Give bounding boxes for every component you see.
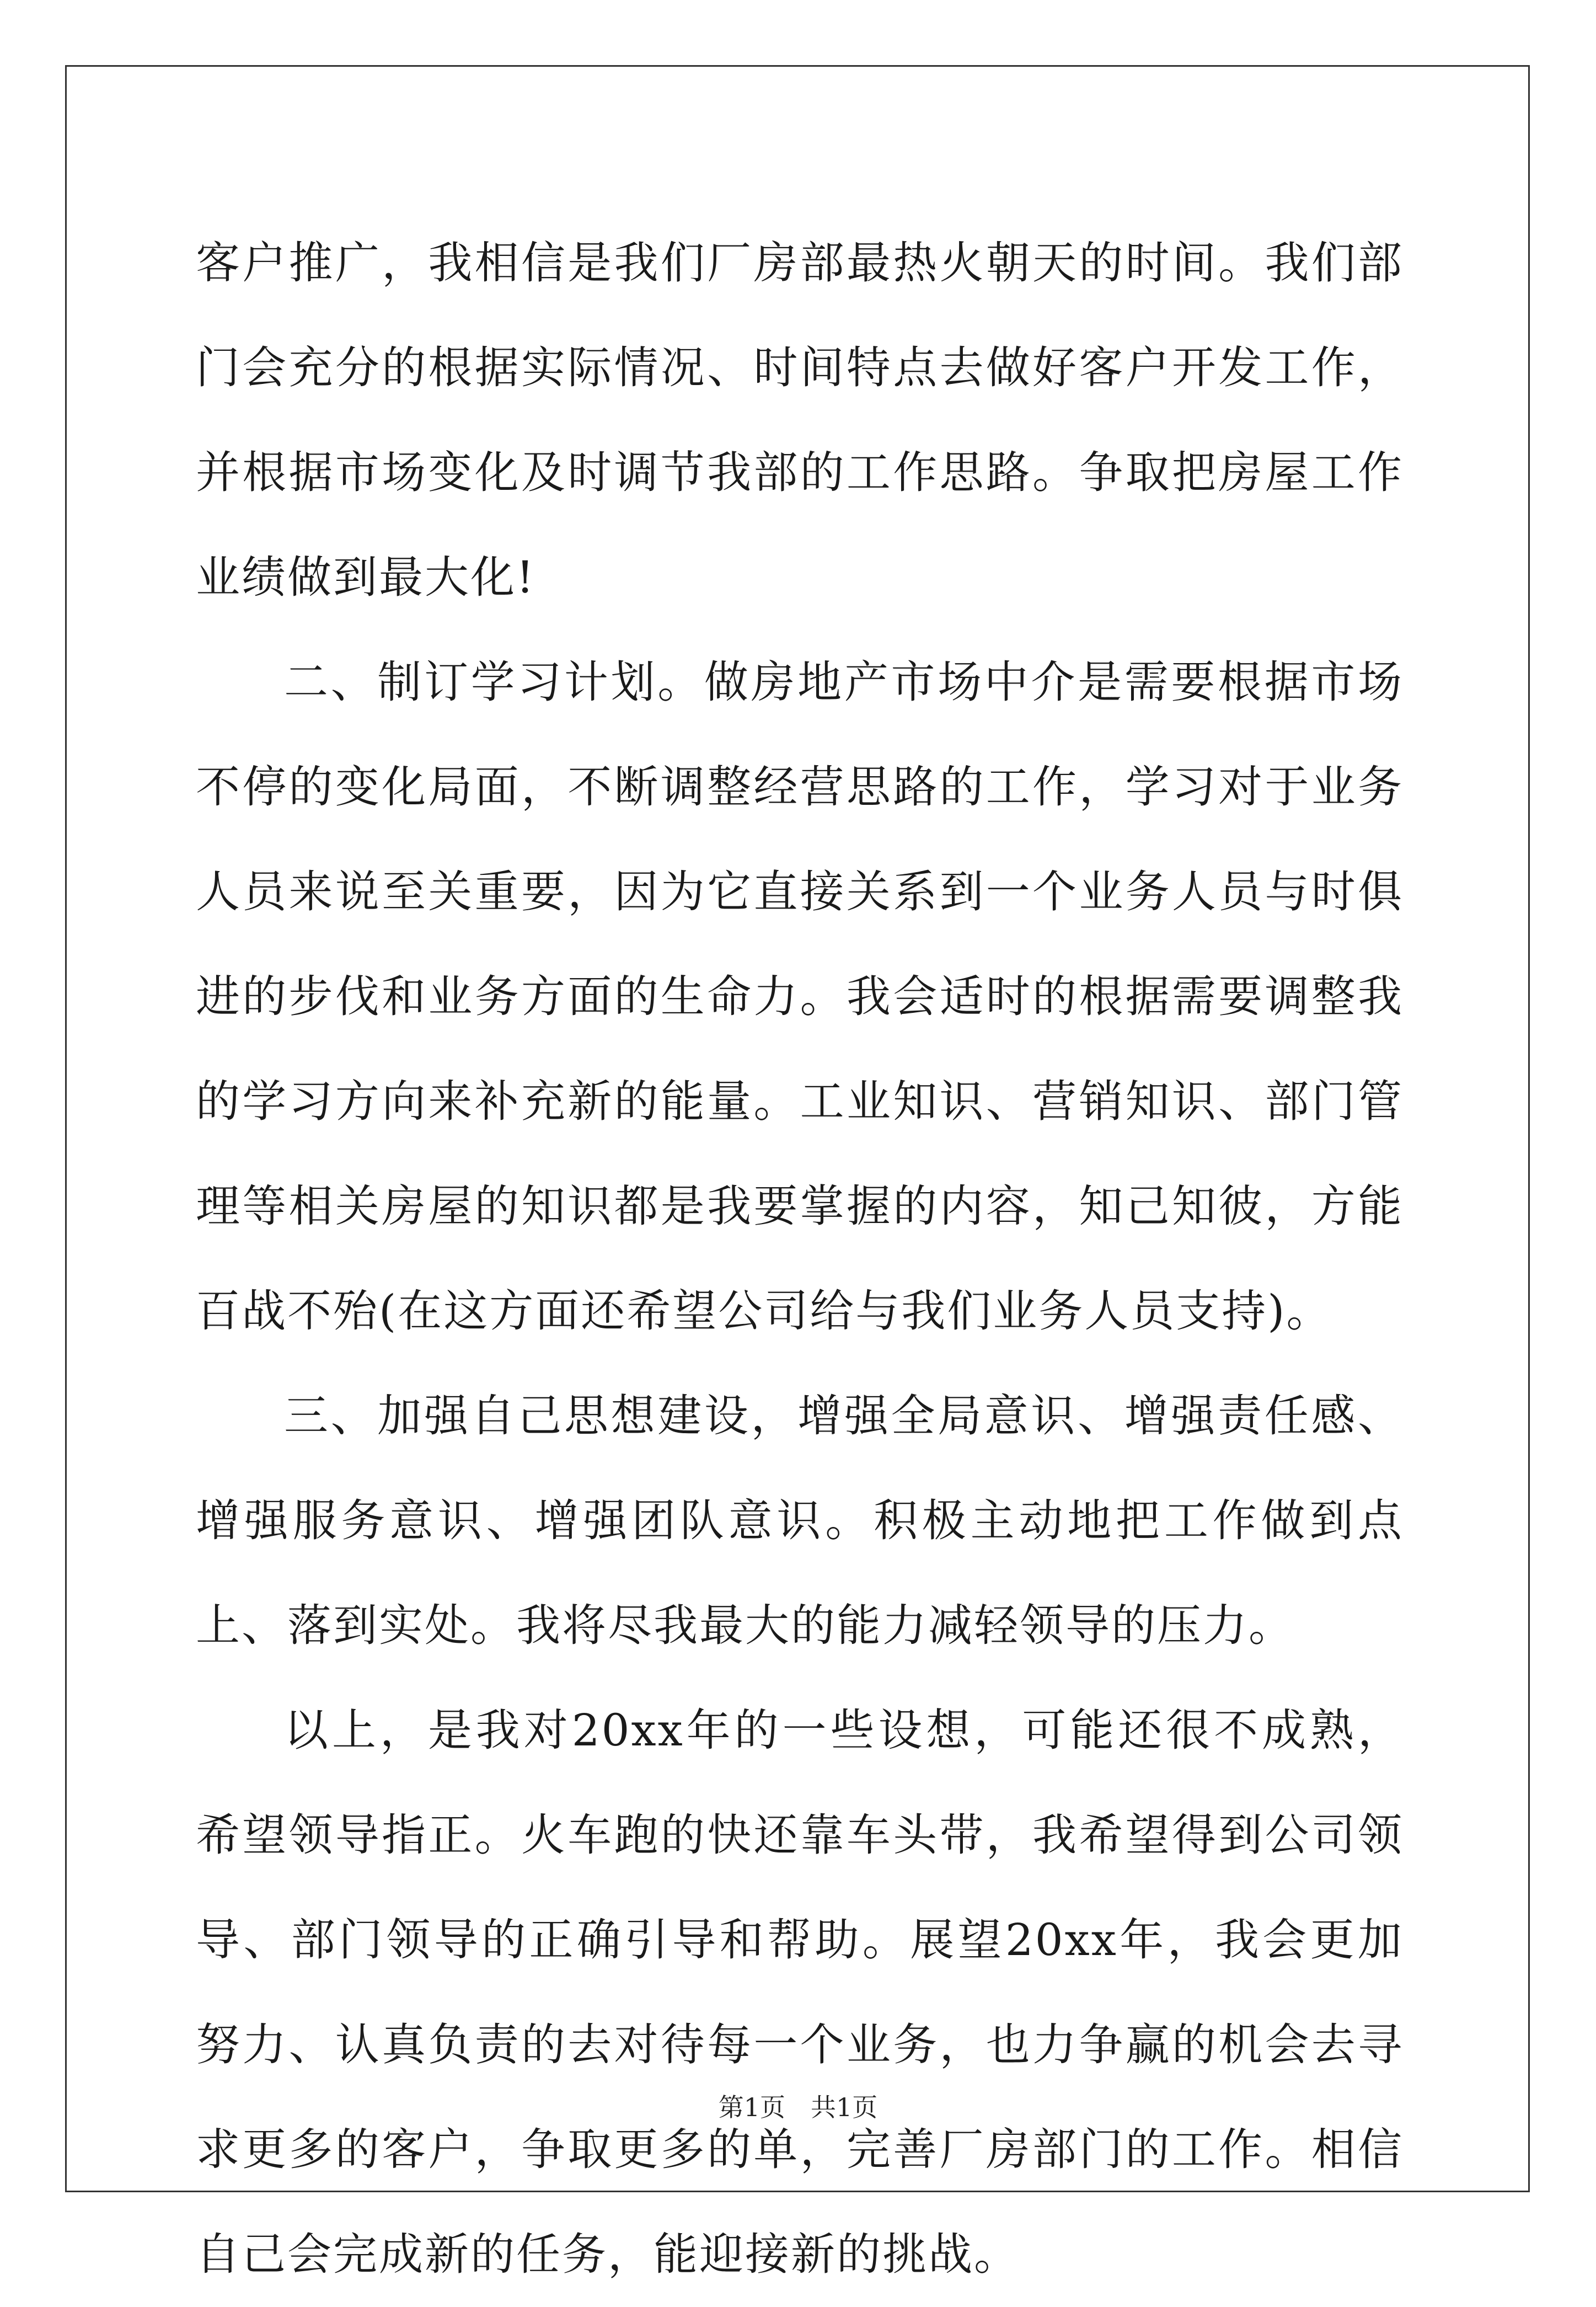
page-number-total: 共1页 — [811, 2092, 878, 2122]
paragraph-intro: 客户推广，我相信是我们厂房部最热火朝天的时间。我们部门会充分的根据实际情况、时间特点去做好客户开发工作，并根据市场变化及时调节我部的工作思路。争取把房屋工作业绩做到最大化! — [196, 237, 1404, 603]
page-number-current: 第1页 — [718, 2092, 785, 2122]
paragraph-self-improvement: 三、加强自己思想建设，增强全局意识、增强责任感、增强服务意识、增强团队意识。积极主动地把工作做到点上、落到实处。我将尽我最大的能力减轻领导的压力。 — [196, 1390, 1404, 1651]
paragraph-conclusion: 以上，是我对20xx年的一些设想，可能还很不成熟，希望领导指正。火车跑的快还靠车头带，我希望得到公司领导、部门领导的正确引导和帮助。展望20xx年，我会更加努力、认真负责的去对待每一个业务，也力争赢的机会去寻求更多的客户，争取更多的单，完善厂房部门的工作。相信自己会完成新的任务，能迎接新的挑战。 — [196, 1705, 1404, 2280]
paragraph-study-plan: 二、制订学习计划。做房地产市场中介是需要根据市场不停的变化局面，不断调整经营思路的工作，学习对于业务人员来说至关重要，因为它直接关系到一个业务人员与时俱进的步伐和业务方面的生命力。我会适时的根据需要调整我的学习方向来补充新的能量。工业知识、营销知识、部门管理等相关房屋的知识都是我要掌握的内容，知己知彼，方能百战不殆(在这方面还希望公司给与我们业务人员支持)。 — [196, 656, 1404, 1337]
document-body — [196, 211, 1404, 2307]
page-footer — [0, 2091, 1596, 2124]
